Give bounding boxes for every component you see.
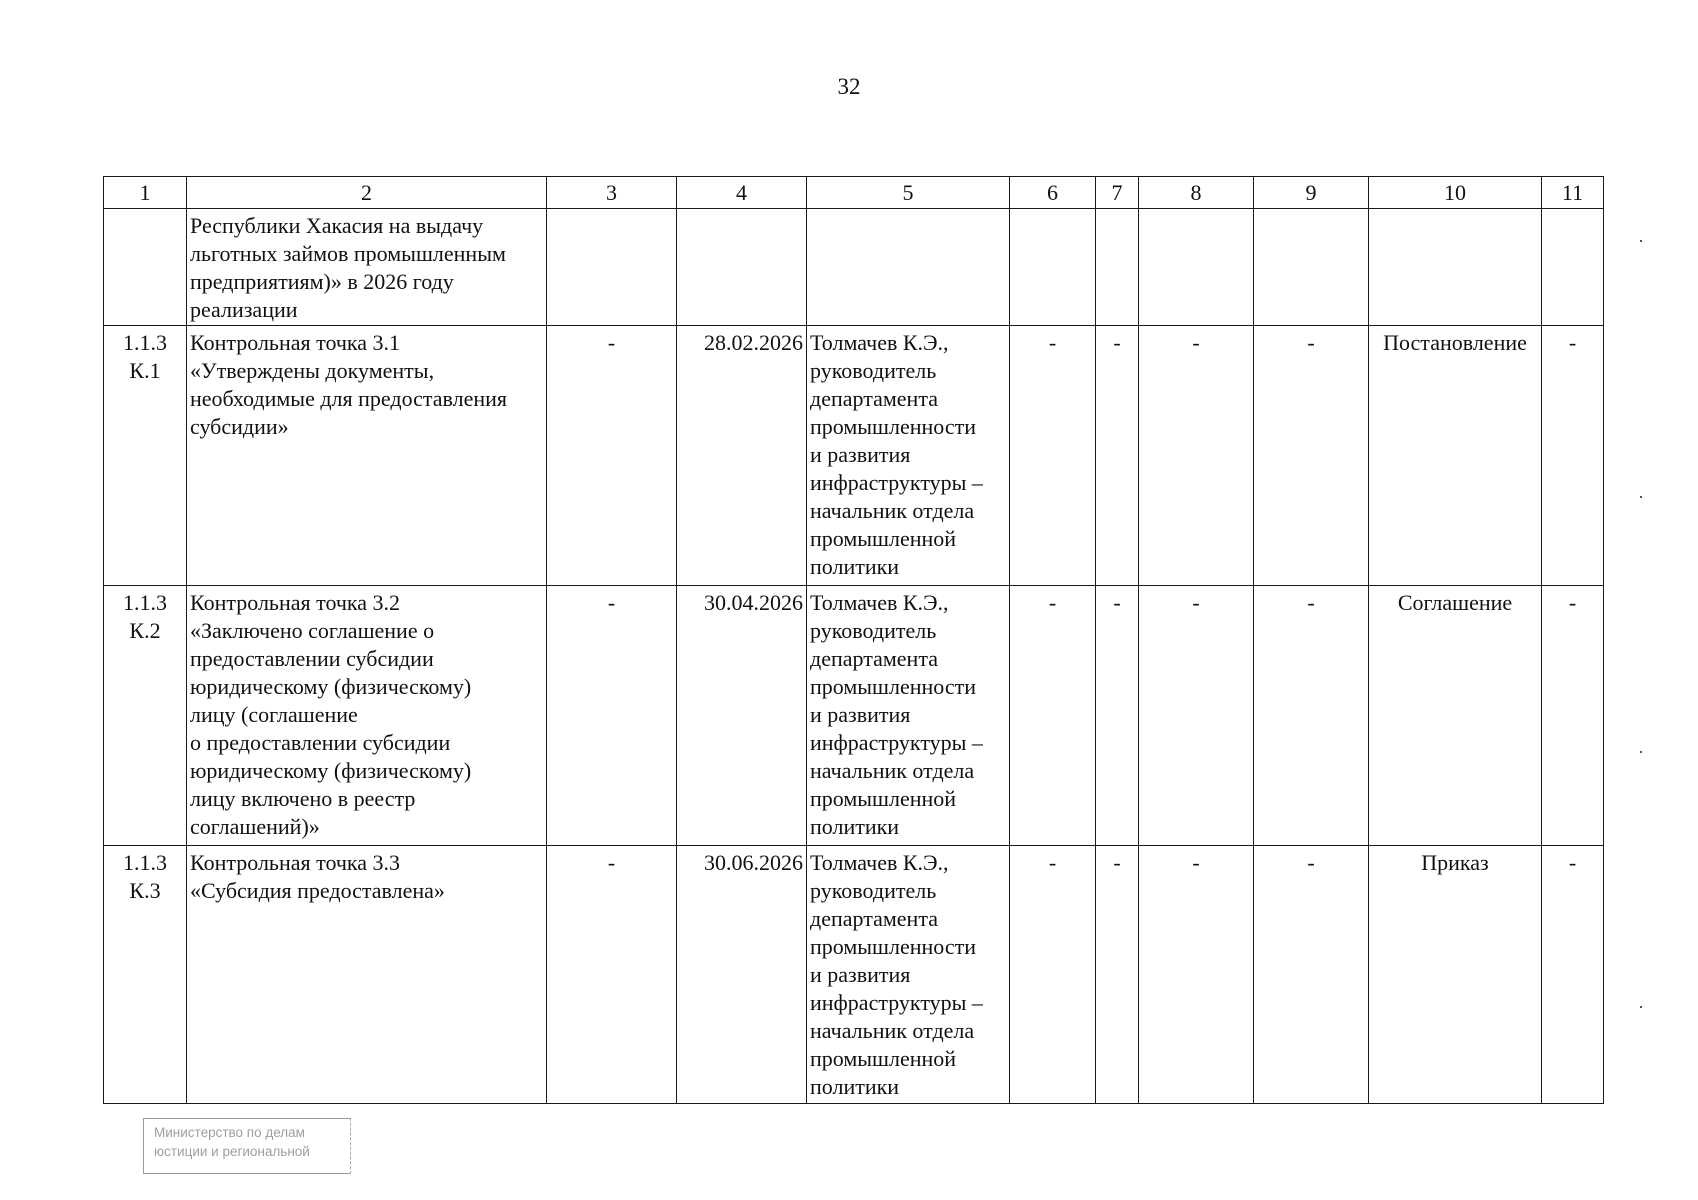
cell-document <box>1369 209 1542 326</box>
stamp-line: юстиции и региональной <box>154 1144 310 1159</box>
cell-col9 <box>1254 209 1369 326</box>
cell-col9: - <box>1254 586 1369 846</box>
cell-col7: - <box>1096 846 1139 1104</box>
cell-col7: - <box>1096 586 1139 846</box>
cell-col11: - <box>1542 586 1604 846</box>
registration-stamp <box>143 1118 351 1174</box>
cell-name: Республики Хакасия на выдачу льготных займов промышленным предприятиям)» в 2026 году реализации <box>187 209 547 326</box>
cell-name: Контрольная точка 3.1 «Утверждены документы, необходимые для предоставления субсидии» <box>187 326 547 586</box>
header-cell: 8 <box>1139 177 1254 209</box>
cell-responsible <box>807 209 1010 326</box>
cell-name: Контрольная точка 3.3 «Субсидия предоставлена» <box>187 846 547 1104</box>
cell-responsible: Толмачев К.Э., руководитель департамента промышленности и развития инфраструктуры – начальник отдела промышленной политики <box>807 846 1010 1104</box>
cell-col6: - <box>1010 586 1096 846</box>
control-points-table <box>103 176 1604 1104</box>
cell-end-date: 30.06.2026 <box>677 846 807 1104</box>
header-cell: 11 <box>1542 177 1604 209</box>
cell-start <box>547 209 677 326</box>
cell-start: - <box>547 846 677 1104</box>
header-cell: 1 <box>104 177 187 209</box>
cell-col8: - <box>1139 586 1254 846</box>
cell-col11 <box>1542 209 1604 326</box>
scan-artifact <box>1640 496 1642 498</box>
page-number: 32 <box>837 74 861 99</box>
cell-col7 <box>1096 209 1139 326</box>
cell-end-date: 30.04.2026 <box>677 586 807 846</box>
cell-end-date <box>677 209 807 326</box>
header-row <box>104 177 1604 209</box>
cell-name: Контрольная точка 3.2 «Заключено соглашение о предоставлении субсидии юридическому (физическому) лицу (соглашение о предоставлении субсидии юридическому (физическому) лицу включено в реестр соглашений)» <box>187 586 547 846</box>
cell-start: - <box>547 326 677 586</box>
cell-document: Постановление <box>1369 326 1542 586</box>
cell-col8 <box>1139 209 1254 326</box>
cell-col9: - <box>1254 846 1369 1104</box>
cell-col6 <box>1010 209 1096 326</box>
table-row <box>104 586 1604 846</box>
cell-col8: - <box>1139 326 1254 586</box>
table-row <box>104 326 1604 586</box>
scan-artifact <box>1640 240 1642 242</box>
cell-responsible: Толмачев К.Э., руководитель департамента промышленности и развития инфраструктуры – начальник отдела промышленной политики <box>807 586 1010 846</box>
scan-artifact <box>1640 1006 1642 1008</box>
header-cell: 3 <box>547 177 677 209</box>
cell-col8: - <box>1139 846 1254 1104</box>
cell-document: Соглашение <box>1369 586 1542 846</box>
header-cell: 10 <box>1369 177 1542 209</box>
cell-col11: - <box>1542 326 1604 586</box>
scan-artifact <box>1640 751 1642 753</box>
cell-id: 1.1.3 К.3 <box>104 846 187 1104</box>
cell-end-date: 28.02.2026 <box>677 326 807 586</box>
cell-id: 1.1.3 К.1 <box>104 326 187 586</box>
table-row <box>104 209 1604 326</box>
header-cell: 9 <box>1254 177 1369 209</box>
header-cell: 7 <box>1096 177 1139 209</box>
stamp-line: Министерство по делам <box>154 1125 305 1140</box>
cell-id <box>104 209 187 326</box>
table-row <box>104 846 1604 1104</box>
header-cell: 6 <box>1010 177 1096 209</box>
cell-id: 1.1.3 К.2 <box>104 586 187 846</box>
header-cell: 2 <box>187 177 547 209</box>
header-cell: 5 <box>807 177 1010 209</box>
cell-document: Приказ <box>1369 846 1542 1104</box>
cell-col6: - <box>1010 846 1096 1104</box>
header-cell: 4 <box>677 177 807 209</box>
cell-start: - <box>547 586 677 846</box>
cell-col11: - <box>1542 846 1604 1104</box>
cell-responsible: Толмачев К.Э., руководитель департамента промышленности и развития инфраструктуры – начальник отдела промышленной политики <box>807 326 1010 586</box>
cell-col9: - <box>1254 326 1369 586</box>
cell-col6: - <box>1010 326 1096 586</box>
cell-col7: - <box>1096 326 1139 586</box>
